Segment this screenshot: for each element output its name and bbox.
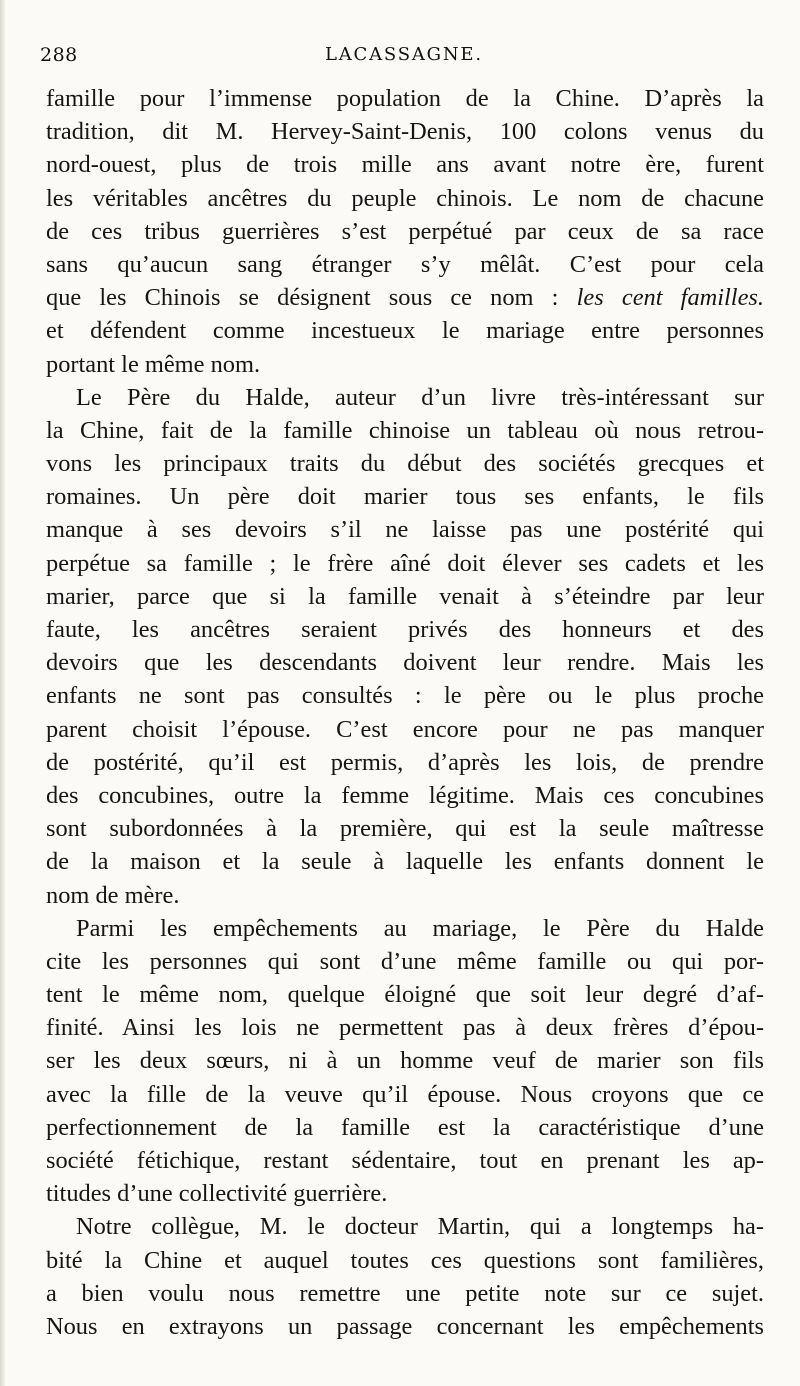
page-gutter-shadow [0,0,6,1386]
text-line: tradition, dit M. Hervey-Saint-Denis, 100 colons venus du [46,118,764,146]
text-line: famille pour l’immense population de la Chine. D’après la [46,85,764,112]
text-line: portant le même nom. [46,350,261,378]
text-line: perpétue sa famille ; le frère aîné doit élever ses cadets et les [46,549,764,577]
text-line: sans qu’aucun sang étranger s’y mêlât. C’est pour cela [46,250,764,278]
text-line: manque à ses devoirs s’il ne laisse pas une postérité qui [46,516,764,544]
text-line: devoirs que les descendants doivent leur rendre. Mais les [46,649,764,677]
paragraph-1 [46,82,764,381]
text-line: perfectionnement de la famille est la caractéristique d’une [46,1113,764,1141]
text-line: titudes d’une collectivité guerrière. [46,1180,388,1208]
text-line: la Chine, fait de la famille chinoise un tableau où nous retrou- [46,416,764,444]
text-line-start: que les Chinois se désignent sous ce nom : [46,284,577,312]
text-line: des concubines, outre la femme légitime. Mais ces concubines [46,781,764,809]
text-line: nord-ouest, plus de trois mille ans avant notre ère, furent [46,151,764,179]
italic-phrase: les cent familles. [576,284,764,312]
text-line: et défendent comme incestueux le mariage entre personnes [46,317,764,345]
text-line: Le Père du Halde, auteur d’un livre très-intéressant sur [76,383,764,411]
text-line: tent le même nom, quelque éloigné que soit leur degré d’af- [46,981,764,1009]
text-line: les véritables ancêtres du peuple chinois. Le nom de chacune [46,184,764,212]
text-line: de la maison et la seule à laquelle les enfants donnent le [46,848,764,876]
text-line: ser les deux sœurs, ni à un homme veuf de marier son fils [46,1047,764,1075]
paragraph-3 [46,912,764,1211]
text-line: vons les principaux traits du début des sociétés grecques et [46,450,764,478]
text-line: cite les personnes qui sont d’une même famille ou qui por- [46,947,764,975]
text-line: enfants ne sont pas consultés : le père ou le plus proche [46,682,764,710]
page-number: 288 [40,44,78,66]
body-text [46,82,764,1343]
page-header [40,40,770,80]
text-line: de ces tribus guerrières s’est perpétué par ceux de sa race [46,217,764,245]
text-line: finité. Ainsi les lois ne permettent pas à deux frères d’épou- [46,1014,764,1042]
running-head: LACASSAGNE. [325,44,483,65]
text-line: romaines. Un père doit marier tous ses enfants, le fils [46,483,764,511]
paragraph-4 [46,1210,764,1343]
text-line: a bien voulu nous remettre une petite note sur ce sujet. [46,1279,764,1307]
text-line: avec la fille de la veuve qu’il épouse. Nous croyons que ce [46,1080,764,1108]
text-line: bité la Chine et auquel toutes ces questions sont familières, [46,1246,764,1274]
text-line: sont subordonnées à la première, qui est la seule maîtresse [46,815,764,843]
text-line: société fétichique, restant sédentaire, tout en prenant les ap- [46,1147,764,1174]
paragraph-2 [46,381,764,912]
text-line: de postérité, qu’il est permis, d’après les lois, de prendre [46,748,764,776]
text-line: marier, parce que si la famille venait à s’éteindre par leur [46,582,764,610]
text-line: faute, les ancêtres seraient privés des honneurs et des [46,616,764,643]
text-line: nom de mère. [46,881,180,909]
text-line-with-italic [46,281,764,314]
text-line: Nous en extrayons un passage concernant les empêchements [46,1312,764,1340]
text-line: Parmi les empêchements au mariage, le Père du Halde [76,914,764,942]
text-line: parent choisit l’épouse. C’est encore pour ne pas manquer [46,715,764,743]
text-line: Notre collègue, M. le docteur Martin, qui a longtemps ha- [76,1213,764,1241]
